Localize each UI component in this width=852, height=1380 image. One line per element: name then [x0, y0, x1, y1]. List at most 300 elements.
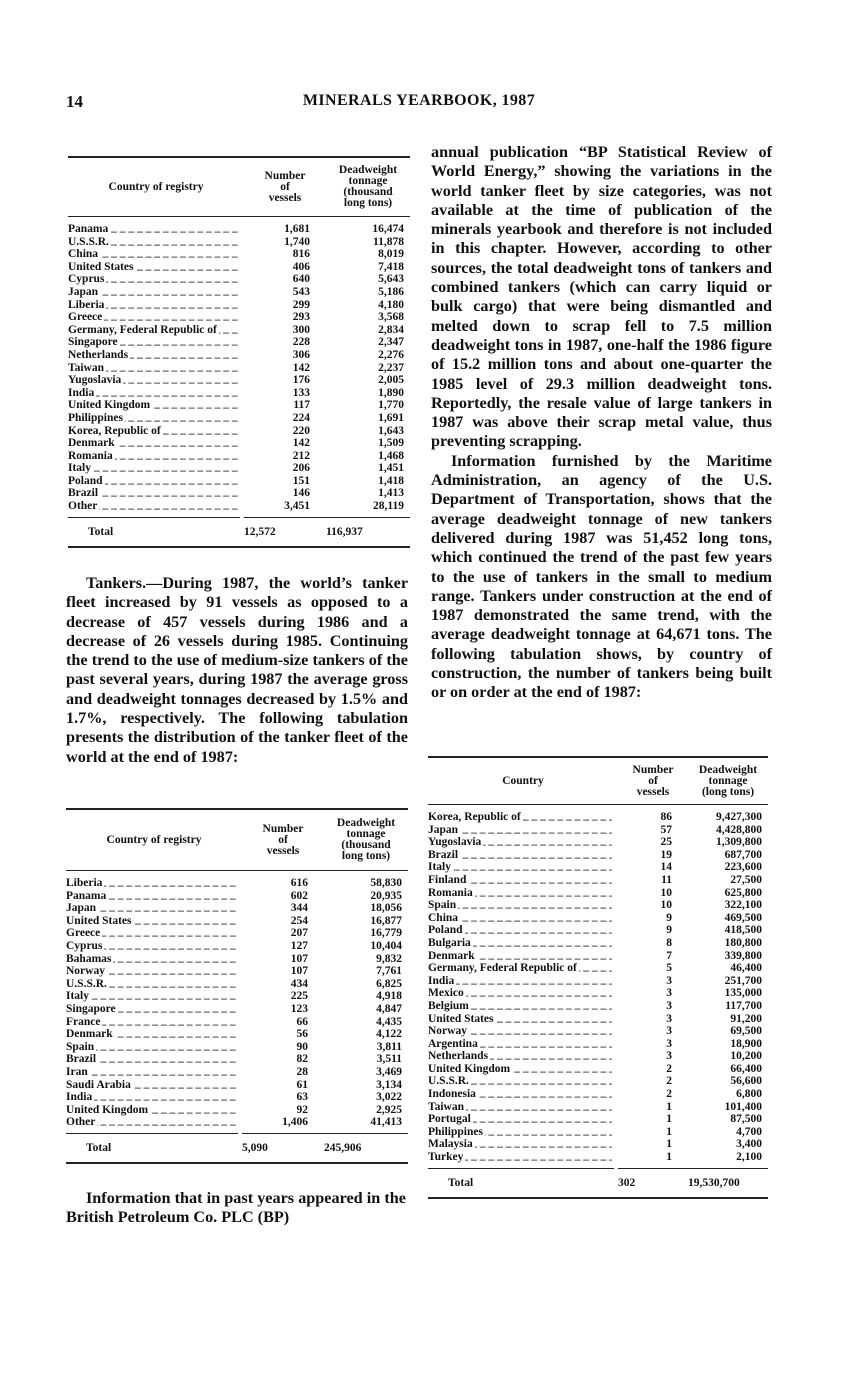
cell-vessels: 206: [292, 462, 310, 475]
cell-vessels: 142: [292, 361, 310, 374]
cell-tonnage: 4,428,800: [716, 823, 762, 836]
cell-tonnage: 339,800: [724, 949, 762, 962]
table-row: [66, 1016, 408, 1029]
table-row: [428, 849, 768, 862]
cell-tonnage: 10,200: [730, 1050, 762, 1063]
cell-country: [428, 950, 612, 963]
cell-vessels: 92: [296, 1103, 308, 1116]
cell-country: [68, 299, 238, 312]
table-row: [68, 387, 410, 400]
country-name: United Kingdom: [66, 1103, 149, 1116]
country-name: Philippines: [428, 1125, 483, 1138]
cell-vessels: 117: [293, 399, 310, 412]
country-name: Romania: [428, 886, 473, 899]
cell-country: [428, 1063, 612, 1076]
table-row: [68, 362, 410, 375]
cell-vessels: 176: [292, 374, 310, 387]
table-row: [66, 915, 408, 928]
table-row: [68, 450, 410, 463]
column-header-line: Deadweight: [336, 817, 396, 829]
column-header-line: tonnage: [346, 828, 386, 840]
country-name: Norway: [428, 1025, 467, 1038]
cell-country: [68, 261, 238, 274]
cell-country: [68, 336, 238, 349]
cell-vessels: 616: [290, 877, 308, 889]
cell-tonnage: 4,918: [376, 990, 402, 1003]
cell-vessels: 5: [666, 962, 672, 975]
table-row: [68, 500, 410, 513]
table-total-row: [428, 1169, 768, 1197]
cell-tonnage: 1,468: [378, 449, 404, 462]
country-name: Germany, Federal Republic of: [68, 323, 217, 336]
table-row: [428, 924, 768, 937]
cell-total-tonnage: 116,937: [326, 525, 363, 538]
country-name: Bulgaria: [428, 936, 471, 949]
cell-tonnage: 1,309,800: [716, 836, 762, 849]
country-name: Bahamas: [66, 952, 112, 965]
table-header: [68, 158, 410, 217]
column-header-line: (long tons): [701, 785, 755, 798]
country-name: Brazil: [428, 848, 459, 861]
country-name: Poland: [68, 474, 103, 487]
cell-vessels: 2: [666, 1088, 672, 1101]
cell-tonnage: 11,878: [373, 235, 404, 248]
cell-tonnage: 2,347: [378, 336, 404, 349]
cell-country: [68, 450, 238, 463]
country-name: Singapore: [68, 336, 118, 349]
cell-country: [68, 425, 238, 438]
table-row: [68, 248, 410, 261]
cell-country: [428, 1151, 612, 1164]
table-row: [66, 877, 408, 890]
table-row: [68, 236, 410, 249]
country-name: Iran: [66, 1065, 88, 1078]
table-row: [428, 1050, 768, 1063]
country-name: United Kingdom: [68, 399, 151, 412]
marad-paragraph: Information furnished by the Maritime Administration, an agency of the U.S. Department of Transportation, shows that the average deadweight tonnage of new tankers delivered during 1987 was 51,452 long tons, which continued the trend of the past few years to the use of tankers in the small to medium range. Tankers under construction at the end of 1987 demonstrated the same trend, with the average deadweight tonnage at 64,671 tons. The following tabulation shows, by country of construction, the number of tankers being built or on order at the end of 1987:: [431, 451, 772, 702]
table-row: [66, 1003, 408, 1016]
country-name: Yugoslavia: [68, 374, 122, 387]
table-row: [428, 1038, 768, 1051]
country-name: Belgium: [428, 999, 469, 1012]
country-name: Cyprus: [66, 939, 103, 952]
table-row: [428, 1138, 768, 1151]
tankers-text: —During 1987, the world’s tanker fleet increased by 91 vessels as opposed to a decrease of 457 vessels during 1986 and a decrease of 26 vessels during 1985. Continuing the trend to the use of medium-size tankers of the past several years, during 1987 the average gross and deadweight tonnages decreased by 1.5% and 1.7%, respectively. The following tabulation presents the distribution of the tanker fleet of the world at the end of 1987:: [66, 574, 408, 766]
table-row: [428, 1088, 768, 1101]
table-row: [428, 861, 768, 874]
table-row: [68, 412, 410, 425]
cell-vessels: 7: [666, 949, 672, 962]
cell-tonnage: 69,500: [730, 1025, 762, 1038]
column-header-tonnage: [326, 165, 410, 209]
cell-tonnage: 3,568: [378, 311, 404, 324]
country-name: Turkey: [428, 1151, 464, 1164]
table-row: [66, 953, 408, 966]
table-tankers-under-construction: [428, 756, 768, 1199]
column-header-line: (thousand: [343, 186, 393, 198]
cell-country: [68, 311, 238, 324]
table-header: [66, 810, 408, 871]
cell-vessels: 127: [290, 939, 308, 952]
cell-vessels: 3: [666, 1050, 672, 1063]
cell-tonnage: 1,418: [378, 474, 404, 487]
table-row: [66, 1079, 408, 1092]
country-name: India: [428, 974, 455, 987]
country-name: United States: [68, 260, 134, 273]
cell-tonnage: 223,600: [724, 861, 762, 874]
cell-country: [428, 1050, 612, 1063]
cell-country: [68, 349, 238, 362]
cell-tonnage: 56,600: [730, 1075, 762, 1088]
column-header-country: Country: [502, 775, 544, 787]
cell-country: [66, 1028, 236, 1041]
cell-vessels: 8: [666, 936, 672, 949]
cell-vessels: 1,740: [284, 235, 310, 248]
cell-country: [66, 953, 236, 966]
table-row: [428, 1025, 768, 1038]
cell-vessels: 146: [292, 487, 310, 500]
cell-vessels: 123: [290, 1002, 308, 1015]
table-row: [66, 1041, 408, 1054]
cell-country: [428, 1101, 612, 1114]
table-row: [428, 1013, 768, 1026]
cell-country: [428, 1088, 612, 1101]
table-row: [66, 1053, 408, 1066]
cell-tonnage: 135,000: [724, 987, 762, 1000]
cell-country: [68, 286, 238, 299]
table-bottom-rule: [428, 1197, 768, 1199]
cell-tonnage: 418,500: [724, 924, 762, 937]
cell-vessels: 300: [292, 323, 310, 336]
country-name: United States: [428, 1012, 494, 1025]
table-header: [428, 758, 768, 805]
cell-country: [428, 1025, 612, 1038]
country-name: Argentina: [428, 1037, 478, 1050]
cell-tonnage: 6,800: [736, 1088, 762, 1101]
country-name: Spain: [428, 899, 457, 912]
cell-total-vessels: 12,572: [244, 525, 276, 538]
cell-vessels: 66: [296, 1015, 308, 1028]
cell-tonnage: 2,237: [378, 361, 404, 374]
cell-country: [428, 924, 612, 937]
cell-tonnage: 3,134: [376, 1078, 402, 1091]
cell-country: [66, 927, 236, 940]
cell-vessels: 90: [296, 1040, 308, 1053]
cell-vessels: 19: [660, 848, 672, 861]
cell-tonnage: 3,469: [376, 1065, 402, 1078]
cell-vessels: 212: [292, 449, 310, 462]
table-row: [66, 1091, 408, 1104]
cell-tonnage: 16,877: [370, 914, 402, 927]
column-header-line: long tons): [343, 197, 393, 209]
country-name: Greece: [66, 927, 101, 940]
cell-country: [428, 811, 612, 824]
table-row: [66, 965, 408, 978]
cell-vessels: 228: [292, 336, 310, 349]
country-name: China: [68, 248, 99, 261]
country-name: Netherlands: [68, 348, 129, 361]
cell-country: [428, 1075, 612, 1088]
table-row: [68, 475, 410, 488]
cell-tonnage: 4,180: [378, 298, 404, 311]
cell-vessels: 1: [666, 1113, 672, 1126]
cell-vessels: 1: [666, 1100, 672, 1113]
cell-country: [66, 915, 236, 928]
cell-total-label: [88, 518, 238, 546]
country-name: Other: [68, 500, 98, 513]
cell-vessels: 3: [666, 1025, 672, 1038]
country-name: Italy: [68, 462, 91, 475]
table-row: [66, 902, 408, 915]
cell-tonnage: 27,500: [730, 873, 762, 886]
table-row: [428, 950, 768, 963]
total-label: Total: [448, 1176, 474, 1189]
country-name: China: [428, 911, 459, 924]
country-name: Brazil: [66, 1053, 97, 1066]
table-row: [68, 223, 410, 236]
table-body: [66, 871, 408, 1129]
cell-vessels: 86: [660, 811, 672, 823]
table-row: [66, 1066, 408, 1079]
cell-country: [428, 962, 612, 975]
cell-country: [68, 399, 238, 412]
cell-country: [428, 899, 612, 912]
cell-country: [66, 1104, 236, 1117]
table-row: [428, 899, 768, 912]
cell-tonnage: 5,643: [378, 273, 404, 286]
table-row: [66, 1104, 408, 1117]
cell-tonnage: 1,691: [378, 411, 404, 424]
table-row: [68, 261, 410, 274]
cell-vessels: 3,451: [284, 500, 310, 513]
country-name: Poland: [428, 924, 463, 937]
cell-vessels: 434: [290, 977, 308, 990]
country-name: Denmark: [428, 949, 475, 962]
total-label: Total: [86, 1141, 112, 1154]
cell-vessels: 224: [292, 411, 310, 424]
cell-country: [66, 1016, 236, 1029]
cell-vessels: 543: [292, 285, 310, 298]
column-header-line: of: [648, 774, 658, 787]
cell-country: [66, 978, 236, 991]
table-row: [68, 273, 410, 286]
cell-vessels: 220: [292, 424, 310, 437]
country-name: India: [68, 386, 95, 399]
cell-country: [428, 887, 612, 900]
cell-tonnage: 5,186: [378, 285, 404, 298]
bp-paragraph-continued: annual publication “BP Statistical Review of World Energy,” showing the variations in the world tanker fleet by size categories, was not available at the time of publication of the minerals yearbook and therefore is not included in this chapter. However, according to other sources, the total deadweight tons of tankers and combined tankers (which can carry liquid or bulk cargo) that were being dismantled and melted down to scrap fell to 7.5 million deadweight tons in 1987, one-half the 1986 figure of 15.2 million tons and about one-quarter the 1985 level of 29.3 million deadweight tons. Reportedly, the resale value of large tankers in 1987 was above their scrap metal value, thus preventing scrapping.: [431, 143, 772, 451]
country-name: Panama: [68, 223, 109, 235]
table-row: [428, 975, 768, 988]
cell-country: [68, 412, 238, 425]
cell-vessels: 10: [660, 899, 672, 912]
country-name: Korea, Republic of: [68, 424, 161, 437]
cell-vessels: 9: [666, 924, 672, 937]
table-row: [68, 311, 410, 324]
table-row: [428, 1063, 768, 1076]
column-header-vessels: [244, 171, 326, 204]
cell-vessels: 306: [292, 348, 310, 361]
table-row: [68, 425, 410, 438]
table-row: [68, 437, 410, 450]
country-name: Italy: [66, 990, 89, 1003]
country-name: France: [66, 1015, 101, 1028]
cell-total-vessels: 5,090: [242, 1141, 268, 1154]
cell-vessels: 254: [290, 914, 308, 927]
country-name: Singapore: [66, 1002, 116, 1015]
cell-vessels: 11: [661, 873, 672, 886]
cell-vessels: 406: [292, 260, 310, 273]
column-header-line: Number: [262, 822, 304, 835]
cell-vessels: 3: [666, 1012, 672, 1025]
table-row: [66, 940, 408, 953]
column-header-line: tonnage: [348, 175, 388, 187]
country-name: Finland: [428, 873, 467, 886]
cell-vessels: 2: [666, 1062, 672, 1075]
cell-vessels: 3: [666, 987, 672, 1000]
country-name: Spain: [66, 1040, 95, 1053]
country-name: Japan: [428, 823, 459, 836]
cell-total-tonnage: 245,906: [324, 1141, 362, 1154]
cell-tonnage: 3,400: [736, 1138, 762, 1151]
page-number: 14: [66, 92, 83, 111]
table-row: [68, 324, 410, 337]
table-row: [428, 1101, 768, 1114]
cell-vessels: 133: [292, 386, 310, 399]
cell-vessels: 63: [296, 1091, 308, 1104]
country-name: Yugoslavia: [428, 836, 482, 849]
cell-tonnage: 9,832: [376, 952, 402, 965]
table-row: [428, 1000, 768, 1013]
cell-country: [68, 223, 238, 236]
table-row: [428, 1075, 768, 1088]
country-name: United States: [66, 914, 132, 927]
cell-tonnage: 4,122: [376, 1028, 402, 1041]
cell-country: [428, 1138, 612, 1151]
country-name: Other: [66, 1116, 96, 1129]
table-row: [68, 374, 410, 387]
cell-country: [66, 1041, 236, 1054]
cell-vessels: 10: [660, 886, 672, 899]
page-header: [66, 92, 772, 112]
table-row: [428, 1113, 768, 1126]
country-name: Greece: [68, 311, 103, 324]
cell-country: [68, 475, 238, 488]
cell-tonnage: 4,700: [736, 1125, 762, 1138]
column-header-line: Number: [264, 169, 306, 182]
table-row: [428, 836, 768, 849]
cell-vessels: 107: [290, 965, 308, 978]
cell-vessels: 82: [296, 1053, 308, 1066]
column-header-line: Deadweight: [698, 763, 758, 776]
cell-tonnage: 58,830: [370, 877, 402, 889]
cell-tonnage: 1,413: [378, 487, 404, 500]
cell-country: [66, 1066, 236, 1079]
table-row: [428, 1126, 768, 1139]
cell-tonnage: 180,800: [724, 936, 762, 949]
column-header-vessels: [618, 765, 688, 798]
cell-tonnage: 687,700: [724, 848, 762, 861]
right-column-prose: [431, 143, 772, 703]
table-row: [428, 912, 768, 925]
country-name: Taiwan: [68, 361, 105, 374]
cell-vessels: 299: [292, 298, 310, 311]
cell-country: [428, 861, 612, 874]
cell-country: [68, 462, 238, 475]
country-name: Cyprus: [68, 273, 105, 286]
cell-country: [428, 1126, 612, 1139]
total-rule-segment: [244, 517, 410, 518]
cell-tonnage: 251,700: [724, 974, 762, 987]
cell-country: [68, 324, 238, 337]
table-bottom-rule: [68, 546, 410, 548]
cell-country: [428, 975, 612, 988]
cell-country: [66, 1116, 236, 1129]
cell-country: [66, 877, 236, 890]
cell-tonnage: 18,900: [730, 1037, 762, 1050]
cell-vessels: 816: [292, 248, 310, 261]
cell-tonnage: 46,400: [730, 962, 762, 975]
column-header-tonnage: [324, 818, 408, 862]
cell-tonnage: 20,935: [370, 889, 402, 902]
cell-country: [66, 965, 236, 978]
cell-vessels: 293: [292, 311, 310, 324]
table-row: [66, 978, 408, 991]
cell-country: [428, 987, 612, 1000]
cell-tonnage: 66,400: [730, 1062, 762, 1075]
table-row: [68, 462, 410, 475]
cell-vessels: 151: [292, 474, 310, 487]
cell-tonnage: 4,435: [376, 1015, 402, 1028]
cell-country: [68, 248, 238, 261]
cell-country: [428, 824, 612, 837]
cell-country: [428, 836, 612, 849]
cell-vessels: 1,406: [282, 1116, 308, 1129]
cell-vessels: 1,681: [284, 223, 310, 235]
cell-tonnage: 1,890: [378, 386, 404, 399]
cell-vessels: 1: [666, 1125, 672, 1138]
country-name: Malaysia: [428, 1138, 473, 1151]
table-row: [68, 349, 410, 362]
cell-vessels: 3: [666, 974, 672, 987]
country-name: Liberia: [68, 298, 105, 311]
cell-tonnage: 2,276: [378, 348, 404, 361]
cell-total-label: [448, 1169, 612, 1197]
cell-tonnage: 101,400: [724, 1100, 762, 1113]
country-name: Japan: [68, 285, 99, 298]
country-name: Norway: [66, 965, 105, 978]
cell-vessels: 1: [666, 1151, 672, 1164]
column-header-line: vessels: [266, 844, 300, 857]
country-name: Brazil: [68, 487, 99, 500]
table-row: [428, 824, 768, 837]
total-rule-segment: [242, 1133, 408, 1134]
cell-vessels: 107: [290, 952, 308, 965]
cell-total-tonnage: 19,530,700: [688, 1176, 740, 1189]
table-row: [66, 1028, 408, 1041]
cell-tonnage: 2,005: [378, 374, 404, 387]
country-name: Italy: [428, 861, 451, 874]
cell-vessels: 3: [666, 1037, 672, 1050]
cell-tonnage: 3,511: [376, 1053, 402, 1066]
cell-tonnage: 10,404: [370, 939, 402, 952]
table-row: [68, 286, 410, 299]
cell-country: [66, 1053, 236, 1066]
cell-tonnage: 16,779: [370, 927, 402, 940]
cell-country: [428, 1013, 612, 1026]
cell-country: [66, 990, 236, 1003]
cell-vessels: 207: [290, 927, 308, 940]
